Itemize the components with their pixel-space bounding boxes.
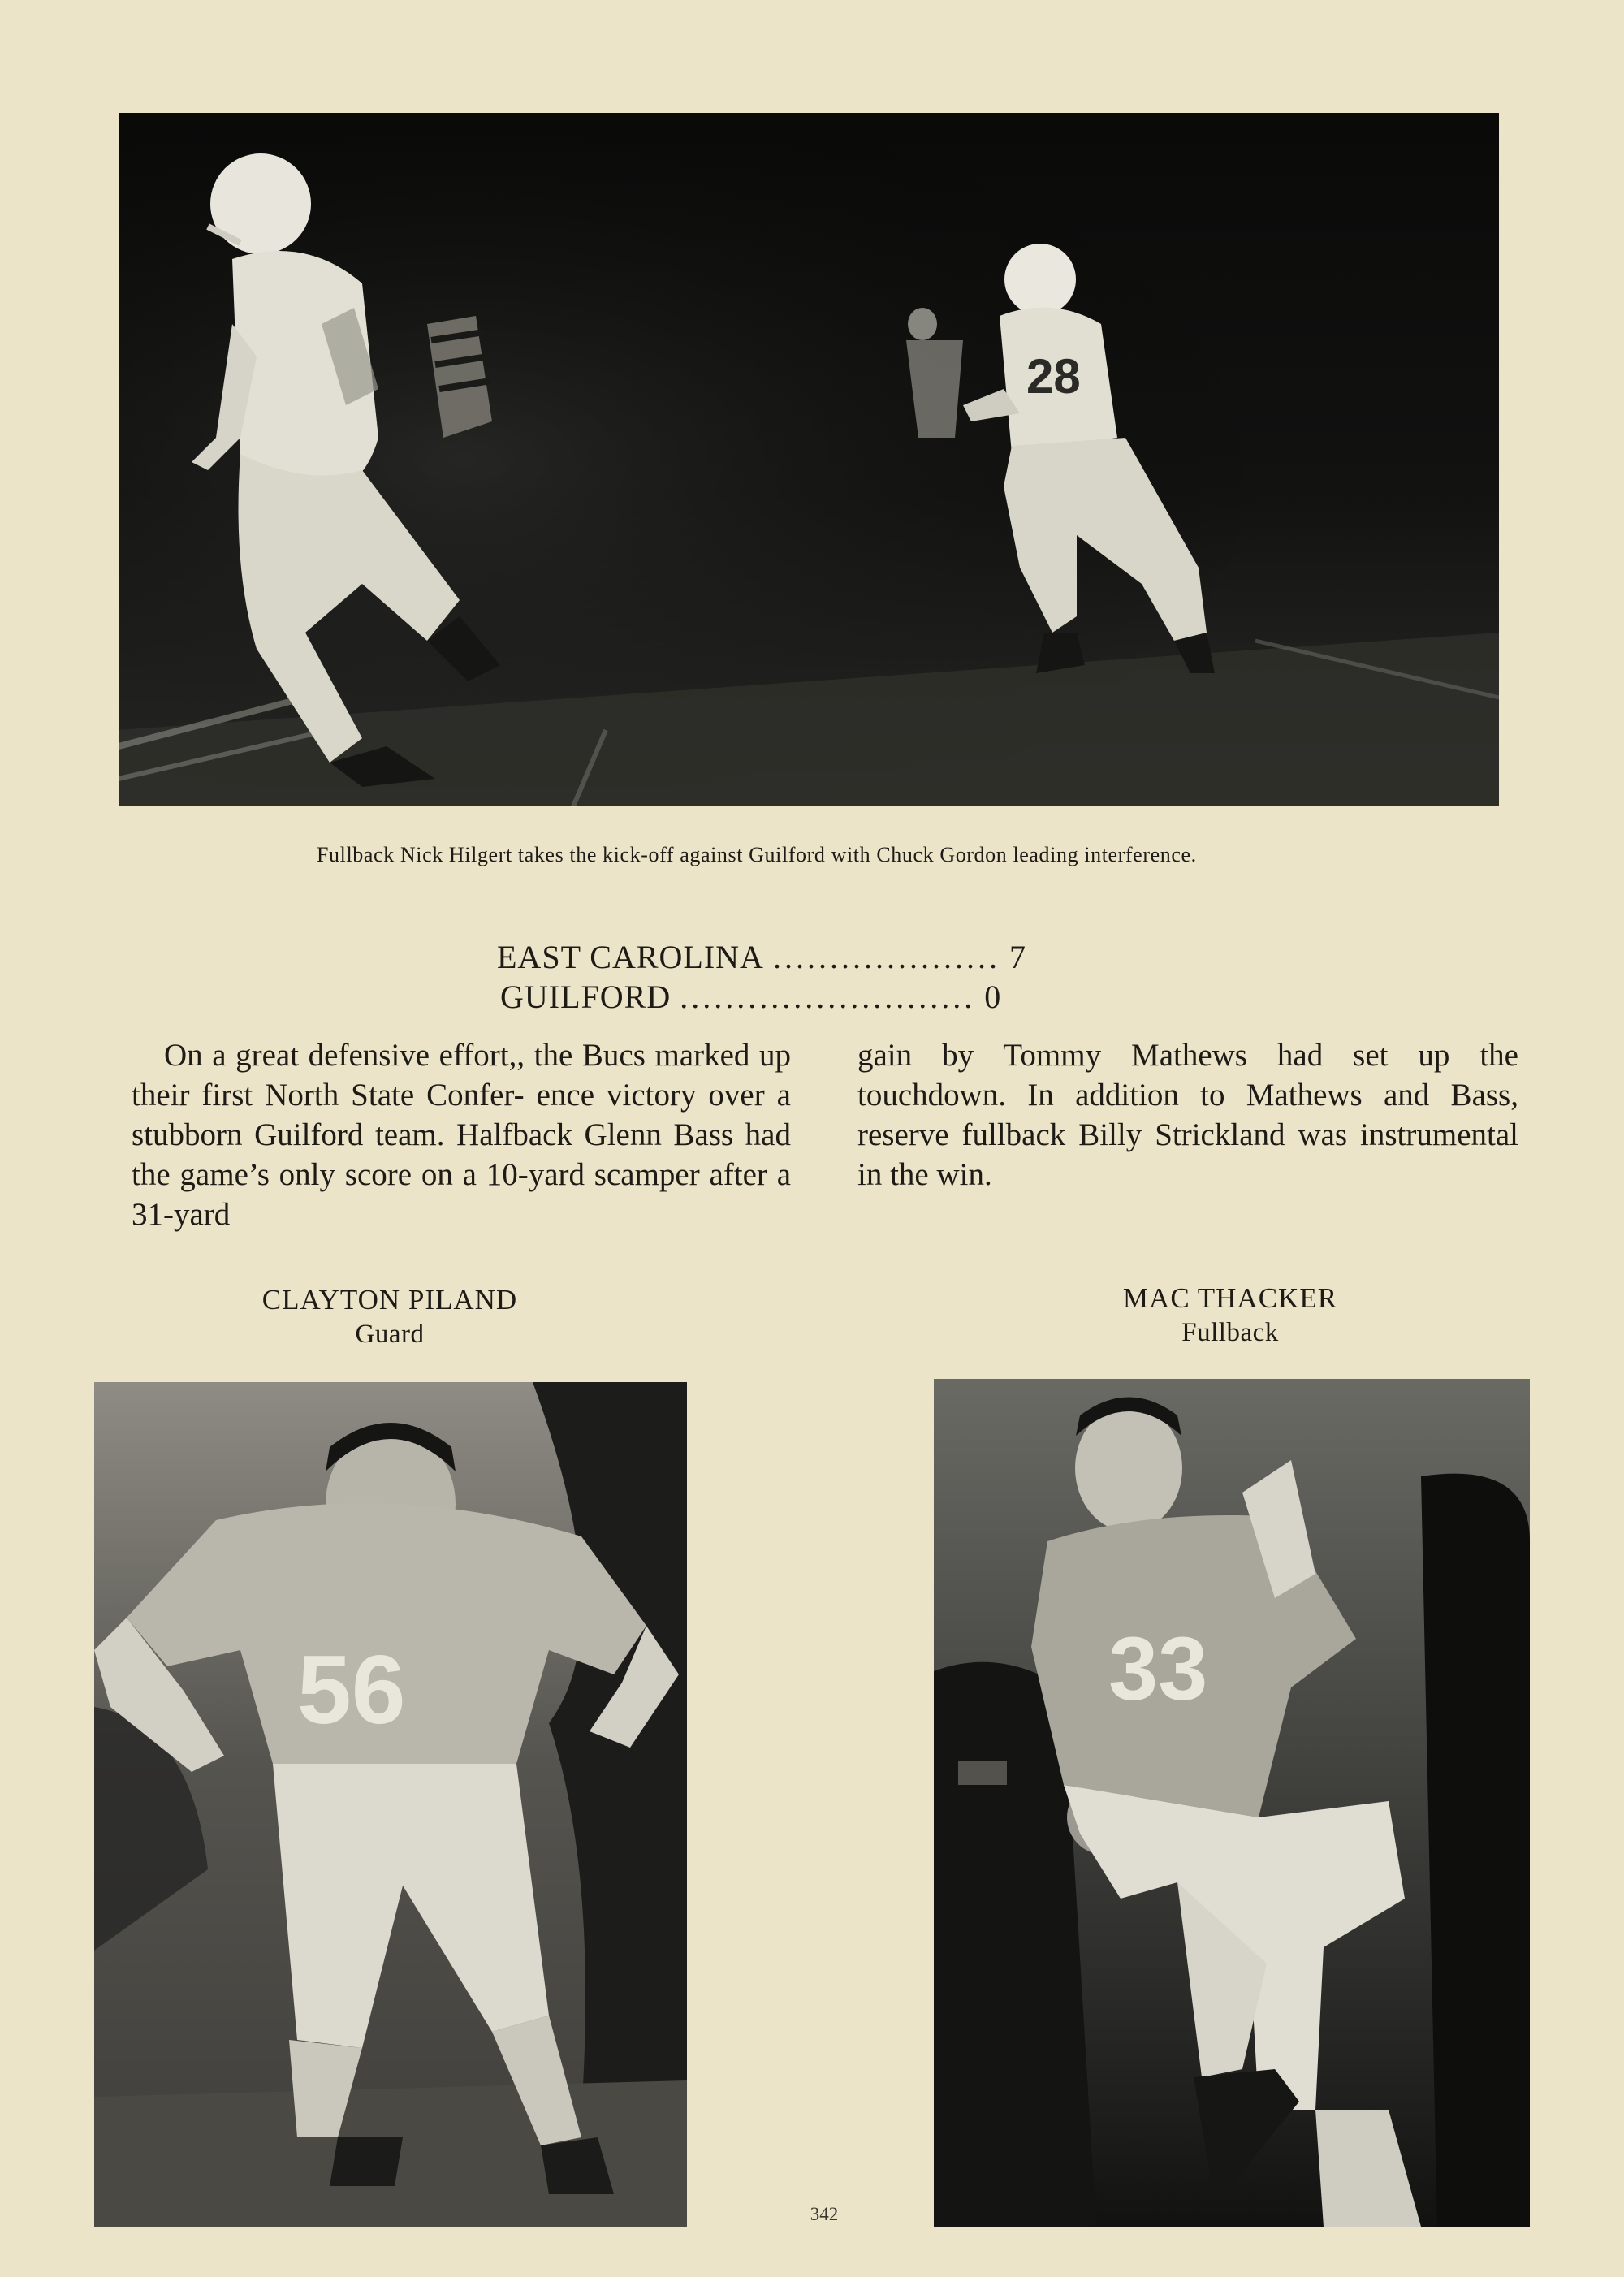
jersey-number-56: 56 <box>297 1635 406 1744</box>
score-leader-dots: .................... <box>772 939 1000 975</box>
thacker-photo <box>934 1379 1530 2227</box>
article-right-column: gain by Tommy Mathews had set up the touchdown. In addition to Mathews and Bass, reserve fullback Billy Strickland was instrumental in the win. <box>857 1038 1518 1192</box>
jersey-number-28: 28 <box>1026 349 1081 404</box>
player-label-thacker <box>1068 1281 1393 1350</box>
piland-photo-image <box>94 1382 687 2227</box>
score-value: 0 <box>984 979 1002 1015</box>
jersey-number-33: 33 <box>1108 1619 1208 1719</box>
score-team: GUILFORD <box>500 979 672 1015</box>
kickoff-photo-image <box>119 113 1499 806</box>
photo-caption: Fullback Nick Hilgert takes the kick-off against Guilford with Chuck Gordon leading interference. <box>317 843 1197 866</box>
piland-photo <box>94 1382 687 2227</box>
page-number: 342 <box>810 2204 839 2224</box>
score-team: EAST CAROLINA <box>497 939 764 975</box>
thacker-photo-image <box>934 1379 1530 2227</box>
score-value: 7 <box>1009 939 1026 975</box>
player-position: Fullback <box>1181 1318 1279 1347</box>
score-row-guilford <box>500 978 1001 1016</box>
player-label-piland <box>227 1283 552 1351</box>
article-left-column: On a great defensive effort,, the Bucs marked up their first North State Confer- ence victory over a stubborn Guilford team. Halfback Glenn Bass had the game’s only score on a 10-yard scamper after a 31-yard <box>132 1038 791 1232</box>
player-position: Guard <box>355 1320 425 1349</box>
player-name: MAC THACKER <box>1122 1282 1338 1314</box>
kickoff-photo <box>119 113 1499 806</box>
player-name: CLAYTON PILAND <box>261 1284 518 1316</box>
score-row-east-carolina <box>497 938 1026 976</box>
score-leader-dots: .......................... <box>680 979 976 1015</box>
